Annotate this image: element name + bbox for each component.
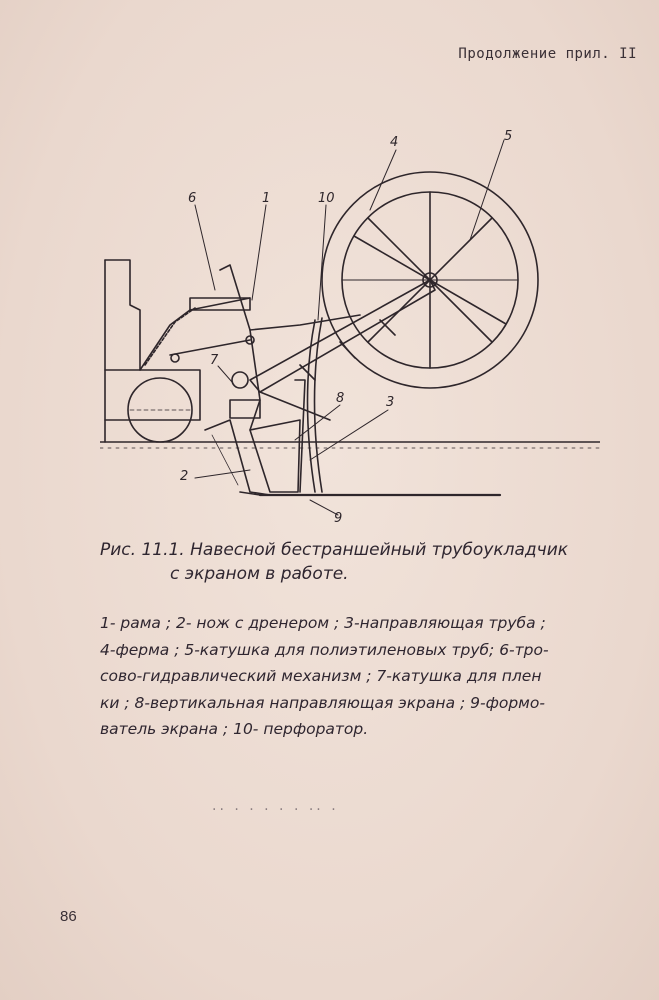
pipelayer-drawing — [100, 130, 600, 530]
film-reel — [232, 372, 248, 388]
label-10: 10 — [318, 191, 335, 206]
label-8: 8 — [336, 391, 345, 406]
legend-line: 4-ферма ; 5-катушка для полиэтиленовых труб; 6-тро- — [100, 640, 549, 659]
tractor-cab — [105, 260, 140, 370]
label-7: 7 — [210, 353, 219, 368]
legend-line: 1- рама ; 2- нож с дренером ; 3-направляющая труба ; — [100, 614, 546, 632]
label-9: 9 — [334, 511, 343, 526]
figure-legend — [100, 610, 600, 743]
reel-spokes — [342, 192, 518, 368]
smudge-marks: ·· · · · · · ·· · — [212, 802, 339, 818]
label-1: 1 — [262, 191, 271, 206]
label-6: 6 — [188, 191, 197, 206]
label-3: 3 — [386, 395, 395, 410]
screen-guide — [250, 420, 300, 492]
figure-caption — [100, 538, 620, 586]
caption-line-1: Рис. 11.1. Навесной бестраншейный трубоукладчик — [100, 540, 569, 560]
running-header: Продолжение прил. II — [458, 46, 637, 62]
label-5: 5 — [504, 130, 513, 144]
caption-line-2: с экраном в работе. — [170, 564, 349, 584]
label-2: 2 — [180, 469, 189, 484]
tractor-track-frame — [105, 370, 200, 420]
page-number: 86 — [60, 908, 77, 925]
legend-line: ки ; 8-вертикальная направляющая экрана ; 9-формо- — [100, 693, 545, 712]
truss — [250, 280, 435, 392]
legend-line: ватель экрана ; 10- перфоратор. — [100, 720, 369, 738]
label-4: 4 — [390, 135, 399, 150]
legend-line: сово-гидравлический механизм ; 7-катушка для плен — [100, 667, 542, 685]
